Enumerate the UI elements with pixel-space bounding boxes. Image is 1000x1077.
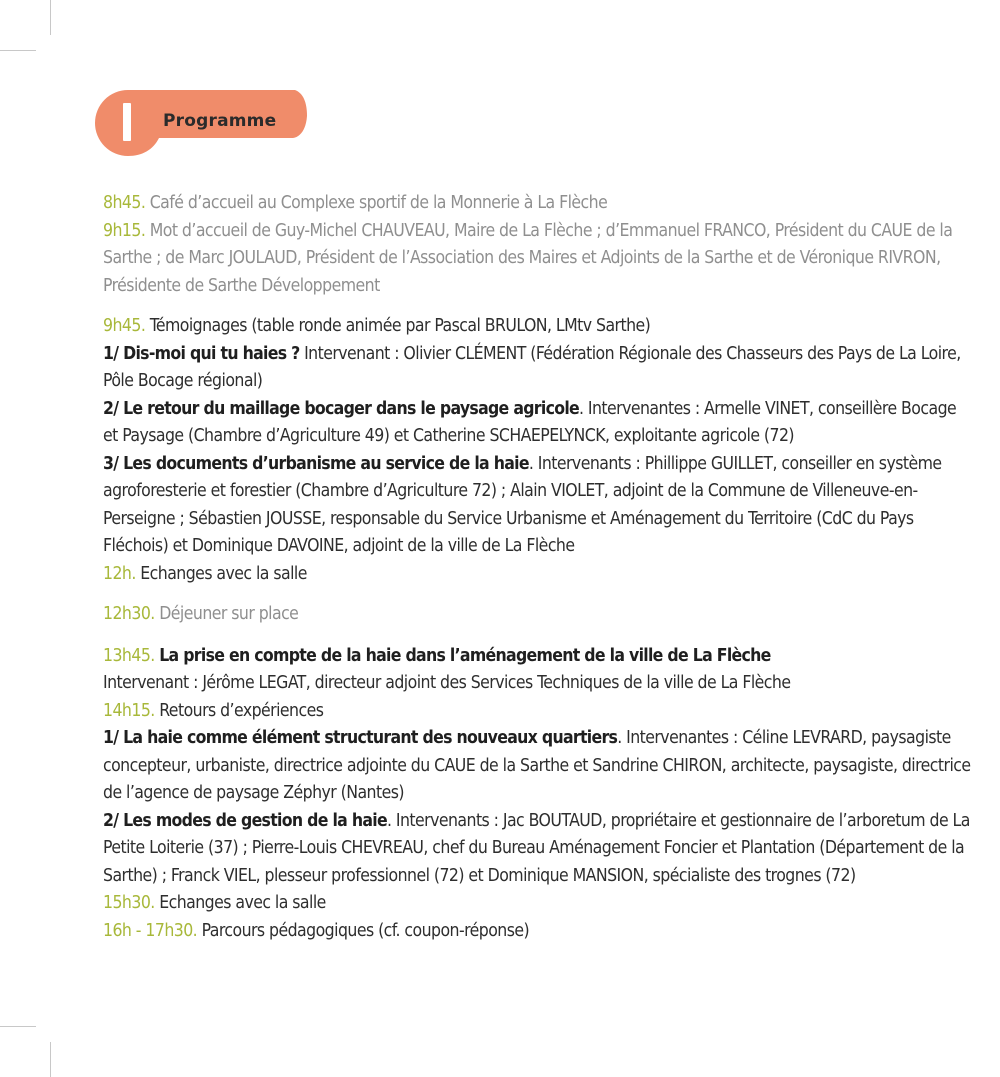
agenda-heading: 2/ Les modes de gestion de la haie (103, 810, 387, 831)
agenda-heading: 2/ Le retour du maillage bocager dans le paysage agricole (103, 398, 579, 419)
agenda-text: Témoignages (table ronde animée par Pascal BRULON, LMtv Sarthe) (149, 316, 651, 336)
agenda-text: Mot d’accueil de Guy-Michel CHAUVEAU, Maire de La Flèche ; d’Emmanuel FRANCO, Président du CAUE de la Sarthe ; de Marc JOULAUD, Président de l’Association des Maires et Adjoints de la Sarthe et de Véronique RIVRON, Présidente de Sarthe Développement (103, 220, 953, 296)
agenda-text: . Intervenants : Jac BOUTAUD, propriétaire et gestionnaire de l’arboretum de La Petite Loiterie (37) ; Pierre-Louis CHEVREAU, chef du Bureau Aménagement Foncier et Plantation (Département de la Sarthe) ; Franck VIEL, plesseur professionnel (72) et Dominique MANSION, spécialiste des trognes (72) (103, 810, 970, 886)
agenda-text: Café d’accueil au Complexe sportif de la Monnerie à La Flèche (149, 193, 608, 213)
time-label: 12h30. (103, 604, 155, 624)
crop-mark (0, 50, 36, 51)
agenda-item (103, 601, 973, 629)
agenda-text: Retours d’expériences (159, 700, 324, 721)
programme (103, 190, 973, 958)
section-badge (95, 90, 310, 156)
time-label: 13h45. (103, 645, 155, 666)
section-lunch (103, 601, 973, 629)
agenda-text: Déjeuner sur place (159, 604, 299, 624)
agenda-text: Parcours pédagogiques (cf. coupon-réponse) (201, 920, 530, 941)
crop-mark (50, 1042, 51, 1077)
time-label: 9h45. (103, 316, 146, 336)
agenda-item (103, 698, 973, 726)
agenda-item (103, 451, 973, 561)
agenda-item (103, 808, 973, 891)
crop-mark (50, 0, 51, 35)
section-testimonials (103, 313, 973, 588)
agenda-heading: La prise en compte de la haie dans l’aménagement de la ville de La Flèche (159, 645, 771, 666)
agenda-text: Echanges avec la salle (159, 893, 326, 913)
agenda-item (103, 725, 973, 808)
agenda-item (103, 341, 973, 396)
agenda-item (103, 313, 973, 341)
section-morning-welcome (103, 190, 973, 300)
agenda-heading: 1/ Dis-moi qui tu haies ? (103, 343, 300, 364)
agenda-item (103, 396, 973, 451)
agenda-text: Echanges avec la salle (140, 563, 307, 584)
agenda-heading: 1/ La haie comme élément structurant des nouveaux quartiers (103, 728, 618, 748)
agenda-item (103, 643, 973, 671)
agenda-text: . Intervenants : Phillippe GUILLET, conseiller en système agroforesterie et forestier (Chambre d’Agriculture 72) ; Alain VIOLET, adjoint de la Commune de Villeneuve-en-Perseigne ; Sébastien JOUSSE, responsable du Service Urbanisme et Aménagement du Territoire (CdC du Pays Fléchois) et Dominique DAVOINE, adjoint de la ville de La Flèche (103, 453, 942, 556)
time-label: 15h30. (103, 893, 155, 913)
agenda-text: . Intervenantes : Céline LEVRARD, paysagiste concepteur, urbaniste, directrice adjointe du CAUE de la Sarthe et Sandrine CHIRON, architecte, paysagiste, directrice de l’agence de paysage Zéphyr (Nantes) (103, 728, 971, 803)
agenda-item (103, 218, 973, 301)
crop-mark (0, 1026, 36, 1027)
time-label: 16h - 17h30. (103, 920, 198, 941)
agenda-text: Intervenant : Olivier CLÉMENT (Fédération Régionale des Chasseurs des Pays de La Loire, Pôle Bocage régional) (103, 343, 961, 391)
time-label: 8h45. (103, 193, 146, 213)
agenda-item (103, 670, 973, 698)
agenda-item (103, 890, 973, 918)
agenda-item (103, 190, 973, 218)
section-title: Programme (163, 111, 277, 131)
time-label: 9h15. (103, 220, 146, 241)
agenda-heading: 3/ Les documents d’urbanisme au service de la haie (103, 453, 529, 474)
time-label: 12h. (103, 563, 136, 584)
agenda-item (103, 561, 973, 589)
agenda-text: . Intervenantes : Armelle VINET, conseillère Bocage et Paysage (Chambre d’Agriculture 49) et Catherine SCHAEPELYNCK, exploitante agricole (72) (103, 398, 957, 446)
section-afternoon (103, 643, 973, 946)
agenda-item (103, 918, 973, 946)
time-label: 14h15. (103, 700, 155, 721)
agenda-text: Intervenant : Jérôme LEGAT, directeur adjoint des Services Techniques de la ville de La Flèche (103, 673, 791, 693)
